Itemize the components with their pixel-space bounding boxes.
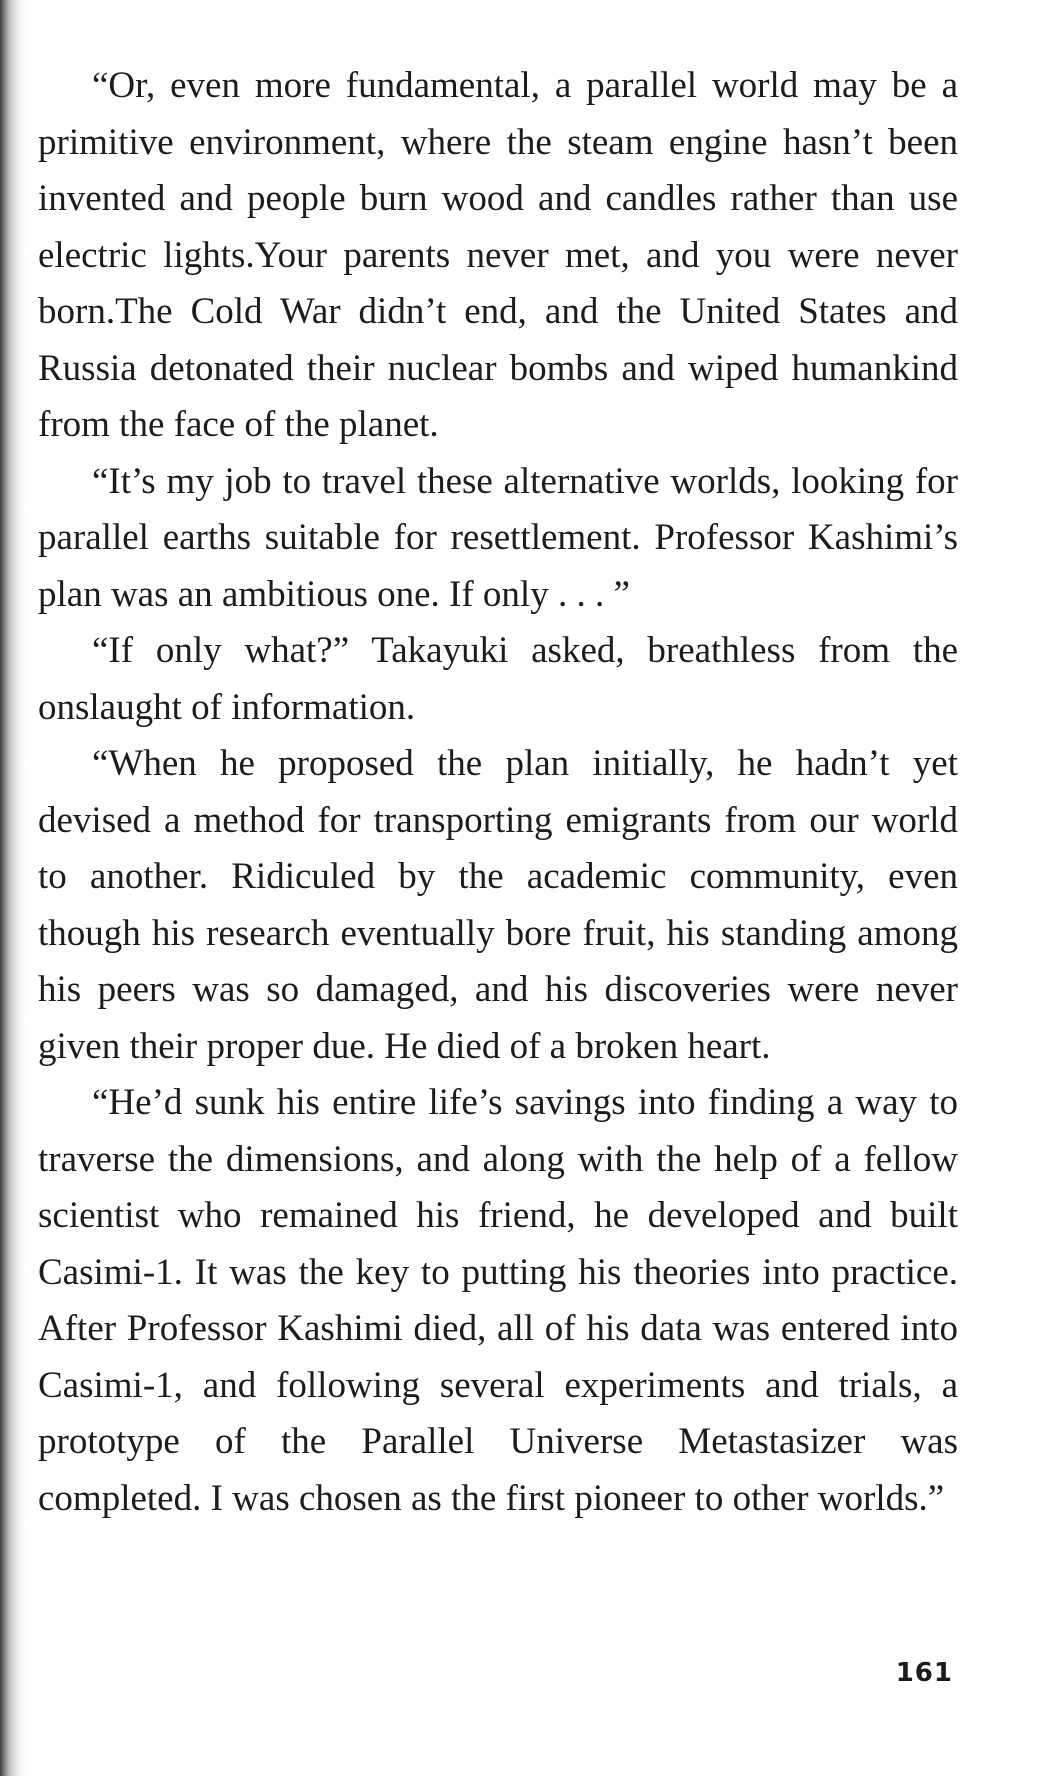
paragraph: “When he proposed the plan initially, he hadn’t yet devised a method for transporting emigrants from our world to another. Ridiculed by the academic community, even though his research eventually bore fruit, his standing among his peers was so damaged, and his discoveries were never given their proper due. He died of a broken heart. [38,743,958,1067]
body-text [38,58,958,1527]
paragraph: “He’d sunk his entire life’s savings into finding a way to traverse the dimensions, and along with the help of a fellow scientist who remained his friend, he developed and built Casimi-1. It was the key to putting his theories into practice. After Professor Kashimi died, all of his data was entered into Casimi-1, and following several experiments and trials, a prototype of the Parallel Universe Metastasizer was completed. I was chosen as the first pioneer to other worlds.” [38,1082,958,1519]
paragraph: “If only what?” Takayuki asked, breathless from the onslaught of information. [38,630,958,728]
paragraph: “Or, even more fundamental, a parallel world may be a primitive environment, where the steam engine hasn’t been invented and people burn wood and candles rather than use electric lights.Your parents never met, and you were never born.The Cold War didn’t end, and the United States and Russia detonated their nuclear bombs and wiped humankind from the face of the planet. [38,65,958,445]
paragraph: “It’s my job to travel these alternative worlds, looking for parallel earths suitable for resettlement. Professor Kashimi’s plan was an ambitious one. If only . . . ” [38,460,958,615]
page-number: 161 [895,1658,953,1688]
page-binding-gutter [0,0,26,1776]
